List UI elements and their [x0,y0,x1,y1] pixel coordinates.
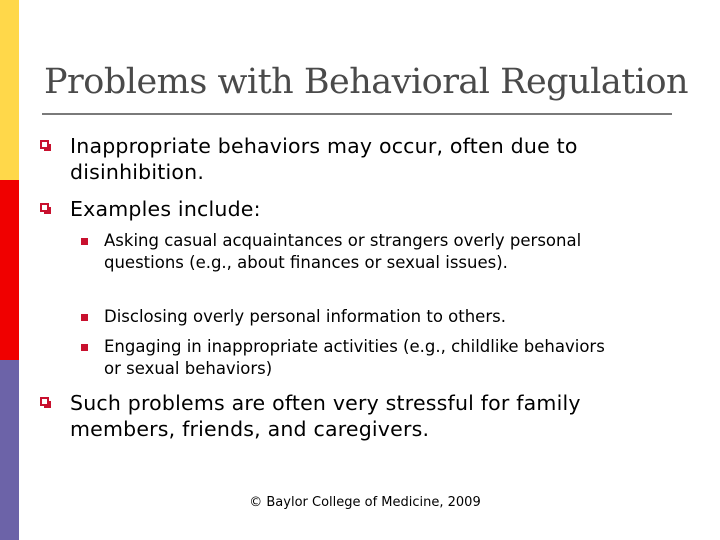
slide-title: Problems with Behavioral Regulation [44,62,689,102]
hollow-square-bullet-icon [40,203,49,212]
copyright-footer: © Baylor College of Medicine, 2009 [249,495,481,510]
sub-bullet-item [104,306,624,328]
sub-bullet-text: Engaging in inappropriate activities (e.g., childlike behaviors or sexual behaviors) [104,337,605,378]
sidebar-band-red [0,180,19,360]
bullet-text: Such problems are often very stressful for family members, friends, and caregivers. [70,391,581,441]
sub-bullet-text: Asking casual acquaintances or strangers overly personal questions (e.g., about finances or sexual issues). [104,231,582,272]
sub-bullet-item [104,336,624,380]
bullet-item [70,196,680,222]
sub-bullet-text: Disclosing overly personal information to others. [104,307,506,326]
sidebar-band-purple [0,360,19,540]
sidebar-color-bar [0,0,19,540]
filled-square-bullet-icon [81,314,88,321]
sub-bullet-item [104,230,624,274]
hollow-square-bullet-icon [40,397,49,406]
filled-square-bullet-icon [81,344,88,351]
filled-square-bullet-icon [81,238,88,245]
bullet-item [70,133,680,185]
bullet-text: Inappropriate behaviors may occur, often due to disinhibition. [70,134,578,184]
bullet-item [70,390,680,442]
sidebar-band-yellow [0,0,19,180]
title-underline [42,113,672,115]
hollow-square-bullet-icon [40,140,49,149]
bullet-text: Examples include: [70,197,261,221]
